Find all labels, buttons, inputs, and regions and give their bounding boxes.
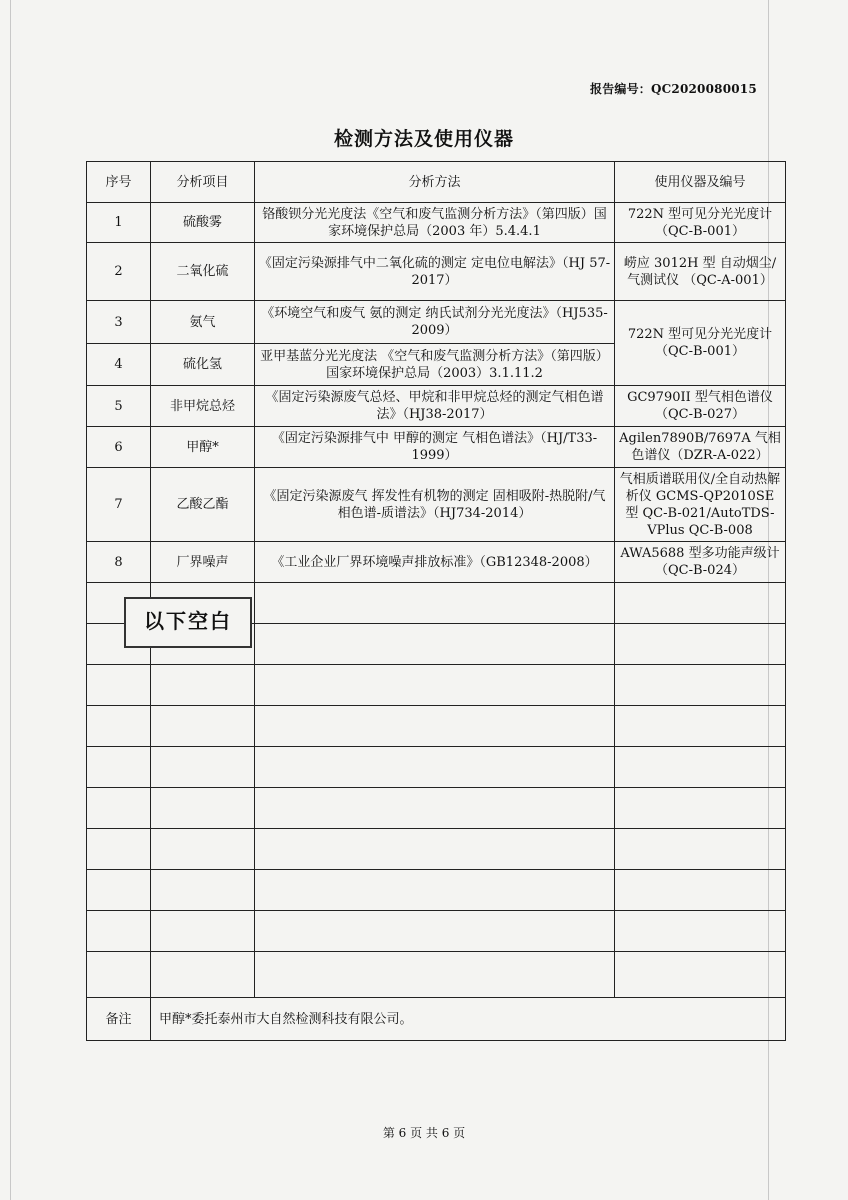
empty-row	[87, 665, 786, 706]
column-header-no: 序号	[87, 162, 151, 203]
table-header-row	[87, 162, 786, 203]
blank-below-stamp: 以下空白	[124, 597, 252, 648]
note-label: 备注	[87, 998, 151, 1041]
row-number: 2	[87, 243, 151, 301]
instrument: 722N 型可见分光光度计（QC-B-001）	[615, 301, 786, 386]
empty-row	[87, 747, 786, 788]
analysis-method: 《固定污染源排气中二氧化硫的测定 定电位电解法》（HJ 57-2017）	[255, 243, 615, 301]
table-row	[87, 243, 786, 301]
table-row	[87, 203, 786, 243]
report-number: 报告编号：QC2020080015	[590, 82, 757, 96]
analysis-method: 《环境空气和废气 氨的测定 纳氏试剂分光光度法》（HJ535-2009）	[255, 301, 615, 344]
table-row	[87, 386, 786, 427]
empty-row	[87, 829, 786, 870]
instrument: 气相质谱联用仪/全自动热解析仪 GCMS-QP2010SE 型 QC-B-021/AutoTDS-VPlus QC-B-008	[615, 468, 786, 542]
row-number: 5	[87, 386, 151, 427]
empty-row	[87, 911, 786, 952]
row-number: 3	[87, 301, 151, 344]
analysis-method: 《固定污染源排气中 甲醇的测定 气相色谱法》（HJ/T33-1999）	[255, 427, 615, 468]
empty-row	[87, 870, 786, 911]
empty-row	[87, 706, 786, 747]
analysis-item: 硫酸雾	[151, 203, 255, 243]
analysis-item: 厂界噪声	[151, 542, 255, 583]
column-header-instrument: 使用仪器及编号	[615, 162, 786, 203]
analysis-method: 铬酸钡分光光度法《空气和废气监测分析方法》（第四版）国家环境保护总局（2003 年）5.4.4.1	[255, 203, 615, 243]
analysis-method: 亚甲基蓝分光光度法 《空气和废气监测分析方法》（第四版）国家环境保护总局（2003）3.1.11.2	[255, 344, 615, 386]
instrument: GC9790II 型气相色谱仪（QC-B-027）	[615, 386, 786, 427]
column-header-item: 分析项目	[151, 162, 255, 203]
note-row	[87, 998, 786, 1041]
note-text: 甲醇*委托泰州市大自然检测科技有限公司。	[151, 998, 786, 1041]
analysis-item: 非甲烷总烃	[151, 386, 255, 427]
analysis-item: 二氧化硫	[151, 243, 255, 301]
page-number: 第 6 页 共 6 页	[382, 1126, 466, 1140]
instrument: AWA5688 型多功能声级计（QC-B-024）	[615, 542, 786, 583]
instrument: 崂应 3012H 型 自动烟尘/气测试仪 （QC-A-001）	[615, 243, 786, 301]
analysis-item: 硫化氢	[151, 344, 255, 386]
analysis-method: 《工业企业厂界环境噪声排放标准》（GB12348-2008）	[255, 542, 615, 583]
empty-row	[87, 952, 786, 998]
analysis-method: 《固定污染源废气 挥发性有机物的测定 固相吸附-热脱附/气相色谱-质谱法》（HJ734-2014）	[255, 468, 615, 542]
table-row	[87, 427, 786, 468]
table-row	[87, 542, 786, 583]
page-edge	[10, 0, 11, 1200]
row-number: 1	[87, 203, 151, 243]
instrument: Agilen7890B/7697A 气相色谱仪（DZR-A-022）	[615, 427, 786, 468]
row-number: 8	[87, 542, 151, 583]
analysis-method: 《固定污染源废气总烃、甲烷和非甲烷总烃的测定气相色谱法》（HJ38-2017）	[255, 386, 615, 427]
table-row	[87, 301, 786, 344]
empty-row	[87, 788, 786, 829]
row-number: 6	[87, 427, 151, 468]
analysis-item: 乙酸乙酯	[151, 468, 255, 542]
row-number: 7	[87, 468, 151, 542]
page-title: 检测方法及使用仪器	[333, 128, 514, 150]
column-header-method: 分析方法	[255, 162, 615, 203]
analysis-item: 氨气	[151, 301, 255, 344]
analysis-item: 甲醇*	[151, 427, 255, 468]
table-row	[87, 468, 786, 542]
row-number: 4	[87, 344, 151, 386]
instrument: 722N 型可见分光光度计（QC-B-001）	[615, 203, 786, 243]
